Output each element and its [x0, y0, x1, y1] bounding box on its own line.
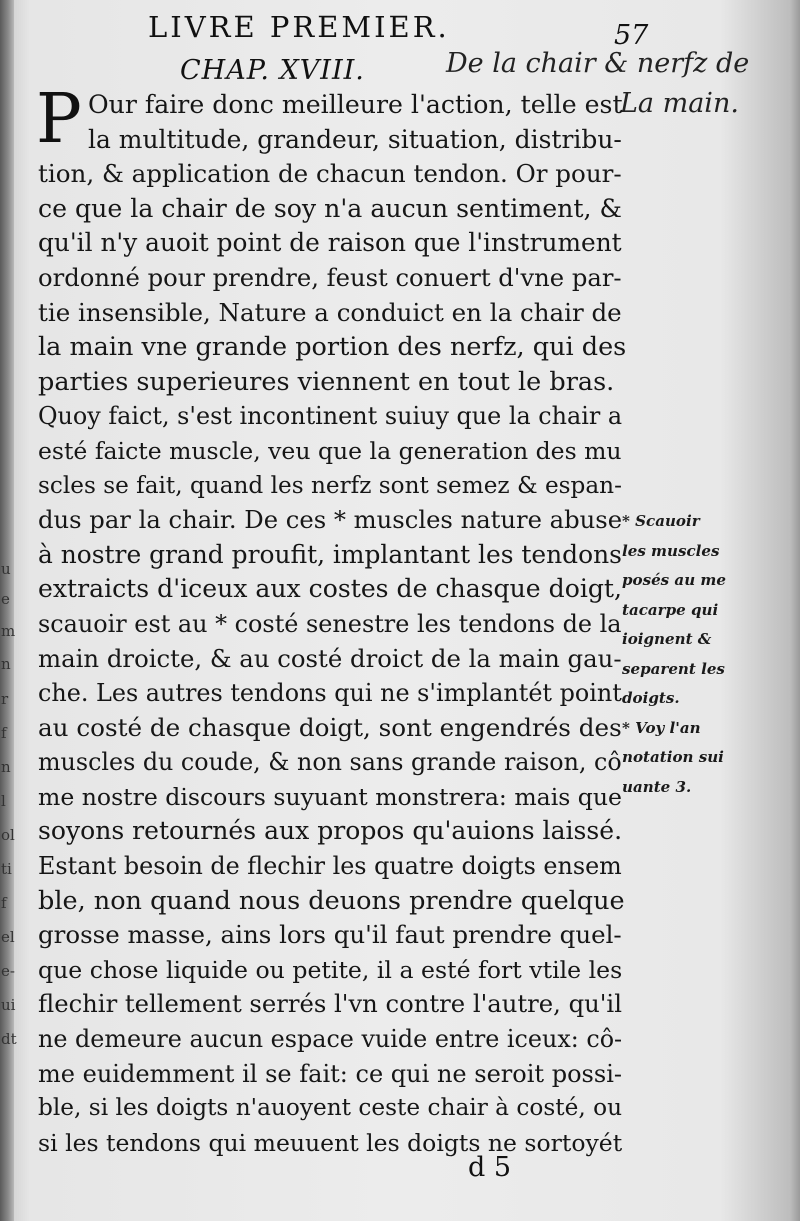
drop-cap: P	[36, 80, 82, 159]
text-line: grosse masse, ains lors qu'il faut prendre quel-	[38, 920, 622, 950]
text-line: dus par la chair. De ces * muscles nature abuse	[38, 505, 623, 535]
margin-note-line: les muscles	[622, 541, 720, 560]
gutter-mark: m	[1, 622, 16, 640]
text-line: flechir tellement serrés l'vn contre l'autre, qu'il	[38, 989, 622, 1019]
margin-note-line: * Scauoir	[622, 512, 700, 530]
gutter-mark: e	[1, 590, 10, 608]
body-text	[36, 80, 628, 1160]
margin-note-line: posés au me	[622, 571, 726, 589]
gutter-mark: dt	[1, 1030, 17, 1048]
margin-note-line: separent les	[622, 659, 725, 678]
text-line: tie insensible, Nature a conduict en la chair de	[38, 297, 622, 327]
page-number: 57	[614, 20, 649, 51]
text-line: Estant besoin de flechir les quatre doigts ensem	[38, 852, 622, 881]
text-line: tion, & application de chacun tendon. Or pour-	[38, 159, 622, 189]
gutter-mark: u	[1, 560, 11, 578]
handwritten-annotation: De la chair & nerfz de	[446, 48, 750, 79]
text-line: ne demeure aucun espace vuide entre iceux: cô-	[38, 1025, 623, 1054]
margin-note-line: notation sui	[622, 748, 724, 766]
margin-note-line: tacarpe qui	[622, 600, 719, 619]
text-line: esté faicte muscle, veu que la generation des mu	[38, 436, 622, 465]
text-line: che. Les autres tendons qui ne s'implantét point	[38, 679, 622, 708]
handwritten-annotation: La main.	[620, 88, 739, 119]
gutter-mark: l	[1, 792, 6, 810]
gutter-mark: el	[1, 928, 15, 946]
gutter-mark: f	[1, 724, 7, 742]
margin-note-line: * Voy l'an	[622, 718, 701, 737]
chapter-heading: CHAP. XVIII.	[180, 55, 365, 86]
text-line: ble, non quand nous deuons prendre quelque	[38, 885, 625, 916]
text-line: ordonné pour prendre, feust conuert d'vne par-	[38, 262, 622, 292]
gutter-mark: n	[1, 758, 11, 776]
text-line: au costé de chasque doigt, sont engendrés des	[38, 712, 622, 742]
margin-note-line: doigts.	[622, 689, 680, 707]
text-line: parties superieures viennent en tout le bras.	[38, 366, 615, 397]
text-line: main droicte, & au costé droict de la main gau-	[38, 643, 622, 673]
text-line: à nostre grand proufit, implantant les tendons	[38, 539, 622, 569]
text-line: scles se fait, quand les nerfz sont semez & espan-	[38, 472, 622, 499]
gutter-mark: e-	[1, 962, 15, 980]
margin-note-line: ioignent &	[622, 630, 712, 648]
text-line: Our faire donc meilleure l'action, telle est	[88, 90, 623, 119]
text-line: que chose liquide ou petite, il a esté fort vtile les	[38, 955, 623, 984]
text-line: scauoir est au * costé senestre les tendons de la	[38, 609, 622, 638]
text-line: la multitude, grandeur, situation, distribu-	[88, 124, 622, 154]
marginal-notes	[622, 507, 797, 802]
text-line: soyons retournés aux propos qu'auions laissé.	[38, 816, 623, 846]
text-line: ce que la chair de soy n'a aucun sentiment, &	[38, 193, 622, 223]
gutter-mark: ol	[1, 826, 15, 844]
gutter-mark: ti	[1, 860, 12, 878]
margin-note-line: uante 3.	[622, 777, 692, 796]
text-line: qu'il n'y auoit point de raison que l'instrument	[38, 228, 622, 258]
text-line: me nostre discours suyuant monstrera: mais que	[38, 782, 622, 811]
running-head: LIVRE PREMIER.	[148, 10, 450, 44]
text-line: muscles du coude, & non sans grande raison, cô	[38, 748, 622, 777]
gutter-mark: n	[1, 655, 11, 673]
text-line: si les tendons qui meuuent les doigts ne sortoyét	[38, 1128, 623, 1157]
signature-mark: d 5	[468, 1152, 512, 1183]
gutter-mark: f	[1, 894, 7, 912]
text-line: ble, si les doigts n'auoyent ceste chair à costé, ou	[38, 1094, 623, 1122]
previous-page-gutter	[0, 0, 17, 1221]
gutter-mark: r	[1, 690, 9, 708]
gutter-mark: ui	[1, 996, 16, 1014]
text-line: la main vne grande portion des nerfz, qui des	[38, 332, 627, 363]
text-line: Quoy faict, s'est incontinent suiuy que la chair a	[38, 402, 623, 431]
text-line: extraicts d'iceux aux costes de chasque doigt,	[38, 574, 623, 604]
text-line: me euidemment il se fait: ce qui ne seroit possi-	[38, 1059, 622, 1088]
